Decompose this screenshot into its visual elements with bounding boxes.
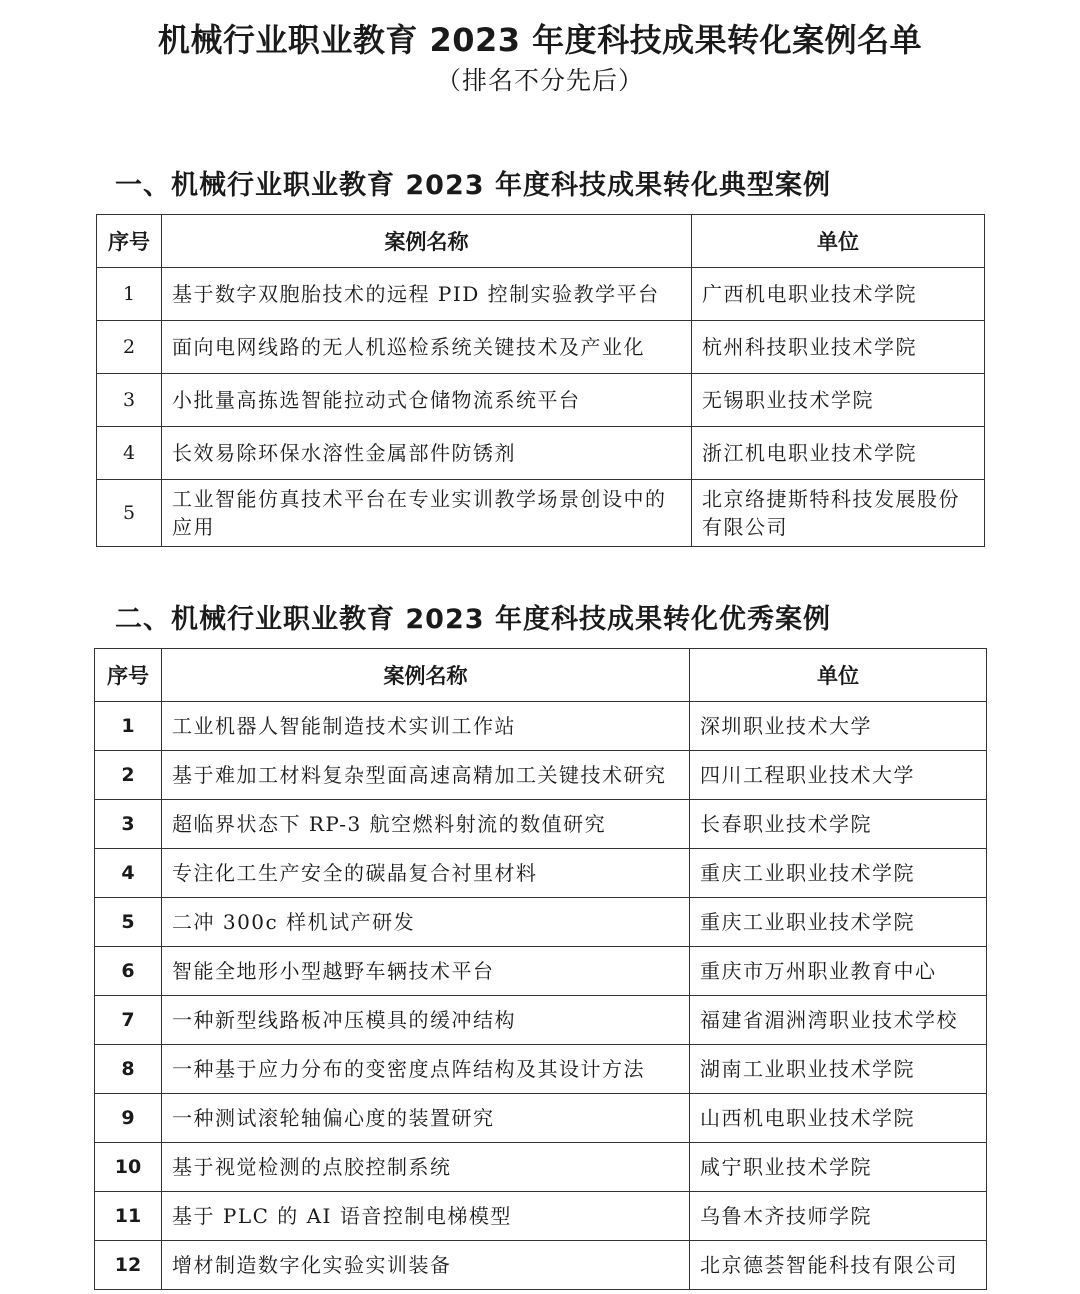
unit-name: 杭州科技职业技术学院 [692, 321, 985, 374]
case-name: 一种基于应力分布的变密度点阵结构及其设计方法 [162, 1045, 690, 1094]
unit-name: 咸宁职业技术学院 [690, 1143, 987, 1192]
row-number: 9 [95, 1094, 162, 1143]
section2-heading: 二、机械行业职业教育 2023 年度科技成果转化优秀案例 [115, 604, 831, 635]
case-name: 一种新型线路板冲压模具的缓冲结构 [162, 996, 690, 1045]
unit-name: 乌鲁木齐技师学院 [690, 1192, 987, 1241]
unit-name: 福建省湄洲湾职业技术学校 [690, 996, 987, 1045]
row-number: 1 [95, 702, 162, 751]
table-row [95, 1045, 987, 1094]
case-name: 一种测试滚轮轴偏心度的装置研究 [162, 1094, 690, 1143]
unit-name: 浙江机电职业技术学院 [692, 427, 985, 480]
unit-name: 深圳职业技术大学 [690, 702, 987, 751]
row-number: 3 [95, 800, 162, 849]
unit-name: 长春职业技术学院 [690, 800, 987, 849]
table-header-row [97, 215, 985, 268]
table-row [97, 480, 985, 547]
document-title: 机械行业职业教育 2023 年度科技成果转化案例名单 [157, 21, 923, 59]
unit-name: 山西机电职业技术学院 [690, 1094, 987, 1143]
case-name: 基于 PLC 的 AI 语音控制电梯模型 [162, 1192, 690, 1241]
row-number: 8 [95, 1045, 162, 1094]
case-name: 增材制造数字化实验实训装备 [162, 1241, 690, 1290]
table-row [97, 321, 985, 374]
column-header-case-name: 案例名称 [162, 649, 690, 702]
case-name: 基于难加工材料复杂型面高速高精加工关键技术研究 [162, 751, 690, 800]
table-row [95, 947, 987, 996]
unit-name: 四川工程职业技术大学 [690, 751, 987, 800]
row-number: 10 [95, 1143, 162, 1192]
row-number: 3 [97, 374, 162, 427]
case-name: 二冲 300c 样机试产研发 [162, 898, 690, 947]
table-row [95, 996, 987, 1045]
table-row [97, 427, 985, 480]
unit-name: 无锡职业技术学院 [692, 374, 985, 427]
table-row [95, 702, 987, 751]
document-subtitle: （排名不分先后） [435, 66, 644, 95]
case-name: 智能全地形小型越野车辆技术平台 [162, 947, 690, 996]
table-row [97, 374, 985, 427]
unit-name: 重庆工业职业技术学院 [690, 898, 987, 947]
case-name: 工业机器人智能制造技术实训工作站 [162, 702, 690, 751]
table-row [97, 268, 985, 321]
table-row [95, 849, 987, 898]
typical-cases-table [96, 214, 985, 547]
unit-name: 湖南工业职业技术学院 [690, 1045, 987, 1094]
unit-name: 北京络捷斯特科技发展股份有限公司 [692, 480, 985, 547]
case-name: 工业智能仿真技术平台在专业实训教学场景创设中的应用 [162, 480, 692, 547]
table-row [95, 1192, 987, 1241]
case-name: 面向电网线路的无人机巡检系统关键技术及产业化 [162, 321, 692, 374]
row-number: 2 [95, 751, 162, 800]
row-number: 5 [97, 480, 162, 547]
table-row [95, 1241, 987, 1290]
column-header-case-name: 案例名称 [162, 215, 692, 268]
unit-name: 广西机电职业技术学院 [692, 268, 985, 321]
table-row [95, 800, 987, 849]
table-row [95, 1143, 987, 1192]
case-name: 基于数字双胞胎技术的远程 PID 控制实验教学平台 [162, 268, 692, 321]
row-number: 12 [95, 1241, 162, 1290]
unit-name: 重庆市万州职业教育中心 [690, 947, 987, 996]
row-number: 6 [95, 947, 162, 996]
row-number: 5 [95, 898, 162, 947]
row-number: 4 [97, 427, 162, 480]
row-number: 2 [97, 321, 162, 374]
table-row [95, 751, 987, 800]
case-name: 超临界状态下 RP-3 航空燃料射流的数值研究 [162, 800, 690, 849]
excellent-cases-table [94, 648, 987, 1290]
table-row [95, 898, 987, 947]
column-header-number: 序号 [95, 649, 162, 702]
column-header-unit: 单位 [692, 215, 985, 268]
unit-name: 重庆工业职业技术学院 [690, 849, 987, 898]
case-name: 基于视觉检测的点胶控制系统 [162, 1143, 690, 1192]
table-row [95, 1094, 987, 1143]
case-name: 专注化工生产安全的碳晶复合衬里材料 [162, 849, 690, 898]
row-number: 11 [95, 1192, 162, 1241]
section1-heading: 一、机械行业职业教育 2023 年度科技成果转化典型案例 [115, 170, 831, 201]
column-header-number: 序号 [97, 215, 162, 268]
table-header-row [95, 649, 987, 702]
row-number: 1 [97, 268, 162, 321]
case-name: 小批量高拣选智能拉动式仓储物流系统平台 [162, 374, 692, 427]
row-number: 4 [95, 849, 162, 898]
row-number: 7 [95, 996, 162, 1045]
case-name: 长效易除环保水溶性金属部件防锈剂 [162, 427, 692, 480]
unit-name: 北京德荟智能科技有限公司 [690, 1241, 987, 1290]
column-header-unit: 单位 [690, 649, 987, 702]
